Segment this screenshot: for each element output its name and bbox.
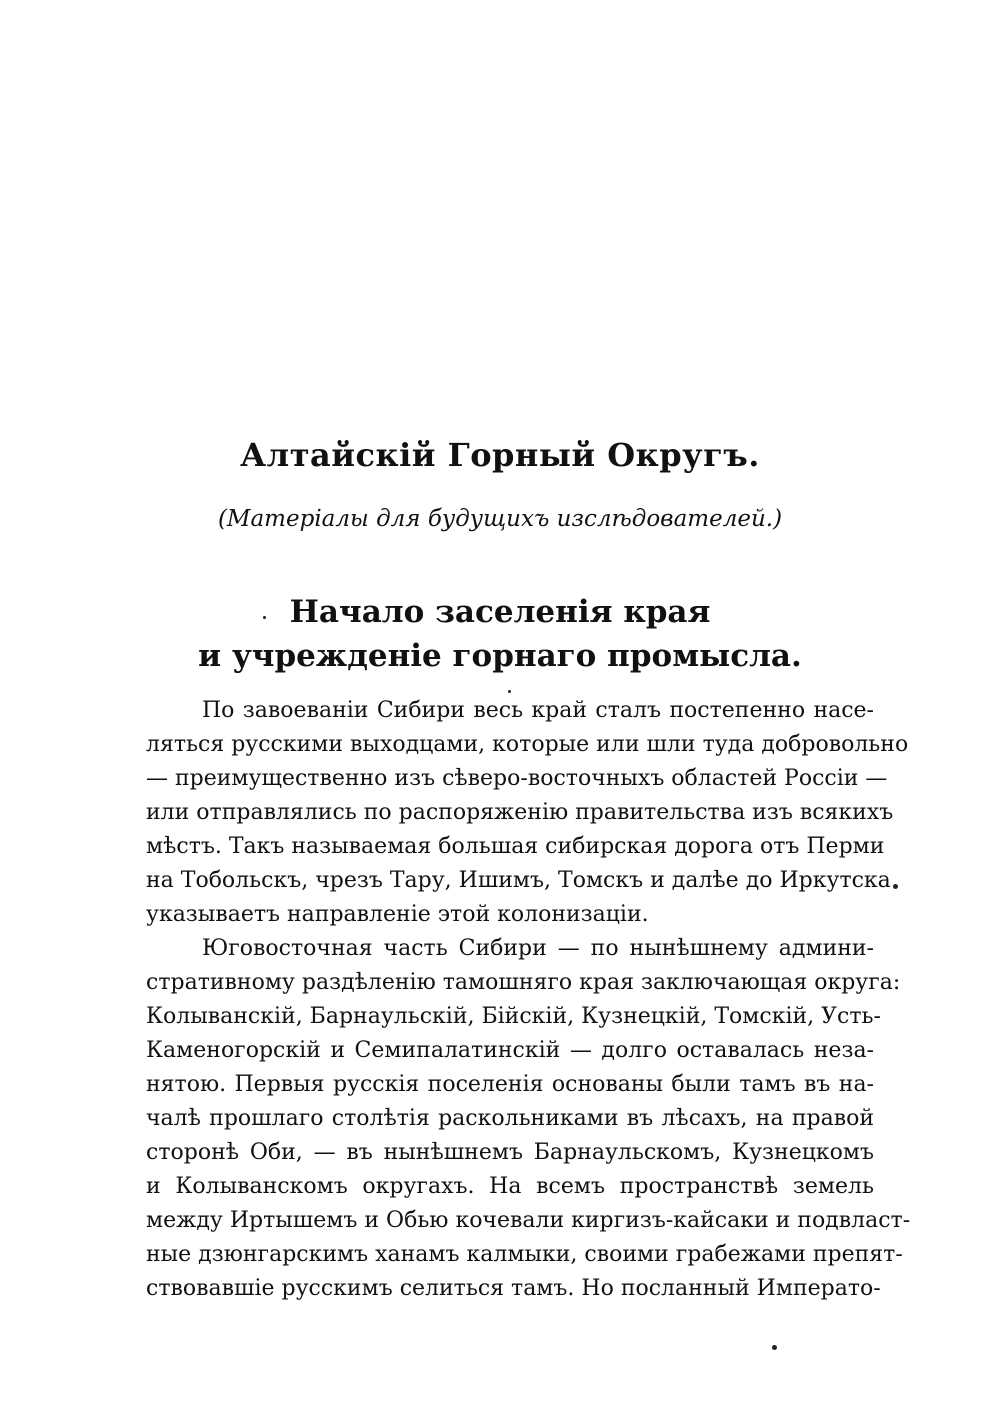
text-line: По завоеваніи Сибири весь край сталъ постепенно насе- bbox=[202, 698, 874, 723]
text-line: или отправлялись по распоряженію правительства изъ всякихъ bbox=[146, 800, 894, 825]
section-heading-line-2: и учрежденіе горнаго промысла. bbox=[198, 638, 802, 674]
text-line: — преимущественно изъ сѣверо-восточныхъ областей Россіи — bbox=[146, 766, 888, 791]
print-speck bbox=[263, 616, 266, 619]
page-title: Алтайскій Горный Округъ. bbox=[240, 436, 760, 474]
page-subtitle: (Матеріалы для будущихъ изслѣдователей.) bbox=[217, 506, 783, 532]
text-line: и Колыванскомъ округахъ. На всемъ пространствѣ земель bbox=[146, 1174, 874, 1199]
text-line: ляться русскими выходцами, которые или шли туда добровольно bbox=[146, 732, 909, 757]
print-speck bbox=[508, 690, 511, 693]
text-line: стративному раздѣленію тамошняго края заключающая округа: bbox=[146, 970, 901, 995]
text-line: чалѣ прошлаго столѣтія раскольниками въ лѣсахъ, на правой bbox=[146, 1106, 874, 1131]
text-line: сторонѣ Оби, — въ нынѣшнемъ Барнаульскомъ, Кузнецкомъ bbox=[146, 1140, 874, 1165]
text-line: Колыванскій, Барнаульскій, Бійскій, Кузнецкій, Томскій, Усть- bbox=[146, 1004, 881, 1029]
text-line: Юговосточная часть Сибири — по нынѣшнему админи- bbox=[202, 936, 874, 961]
text-line: Каменогорскій и Семипалатинскій — долго оставалась неза- bbox=[146, 1038, 874, 1063]
text-line: между Иртышемъ и Обью кочевали киргизъ-кайсаки и подвласт- bbox=[146, 1208, 911, 1233]
text-line: мѣстъ. Такъ называемая большая сибирская дорога отъ Перми bbox=[146, 834, 885, 859]
body-text bbox=[146, 694, 911, 1306]
text-line: указываетъ направленіе этой колонизаціи. bbox=[146, 902, 649, 927]
text-line: на Тобольскъ, чрезъ Тару, Ишимъ, Томскъ и далѣе до Иркутска bbox=[146, 868, 891, 893]
text-line: нятою. Первыя русскія поселенія основаны были тамъ въ на- bbox=[146, 1072, 874, 1097]
text-line: ствовавшіе русскимъ селиться тамъ. Но посланный Императо- bbox=[146, 1276, 881, 1301]
print-speck bbox=[772, 1345, 777, 1350]
section-heading-line-1: Начало заселенія края bbox=[289, 594, 711, 630]
print-speck bbox=[893, 884, 898, 889]
text-line: ные дзюнгарскимъ ханамъ калмыки, своими грабежами препят- bbox=[146, 1242, 903, 1267]
section-heading bbox=[0, 590, 1000, 678]
